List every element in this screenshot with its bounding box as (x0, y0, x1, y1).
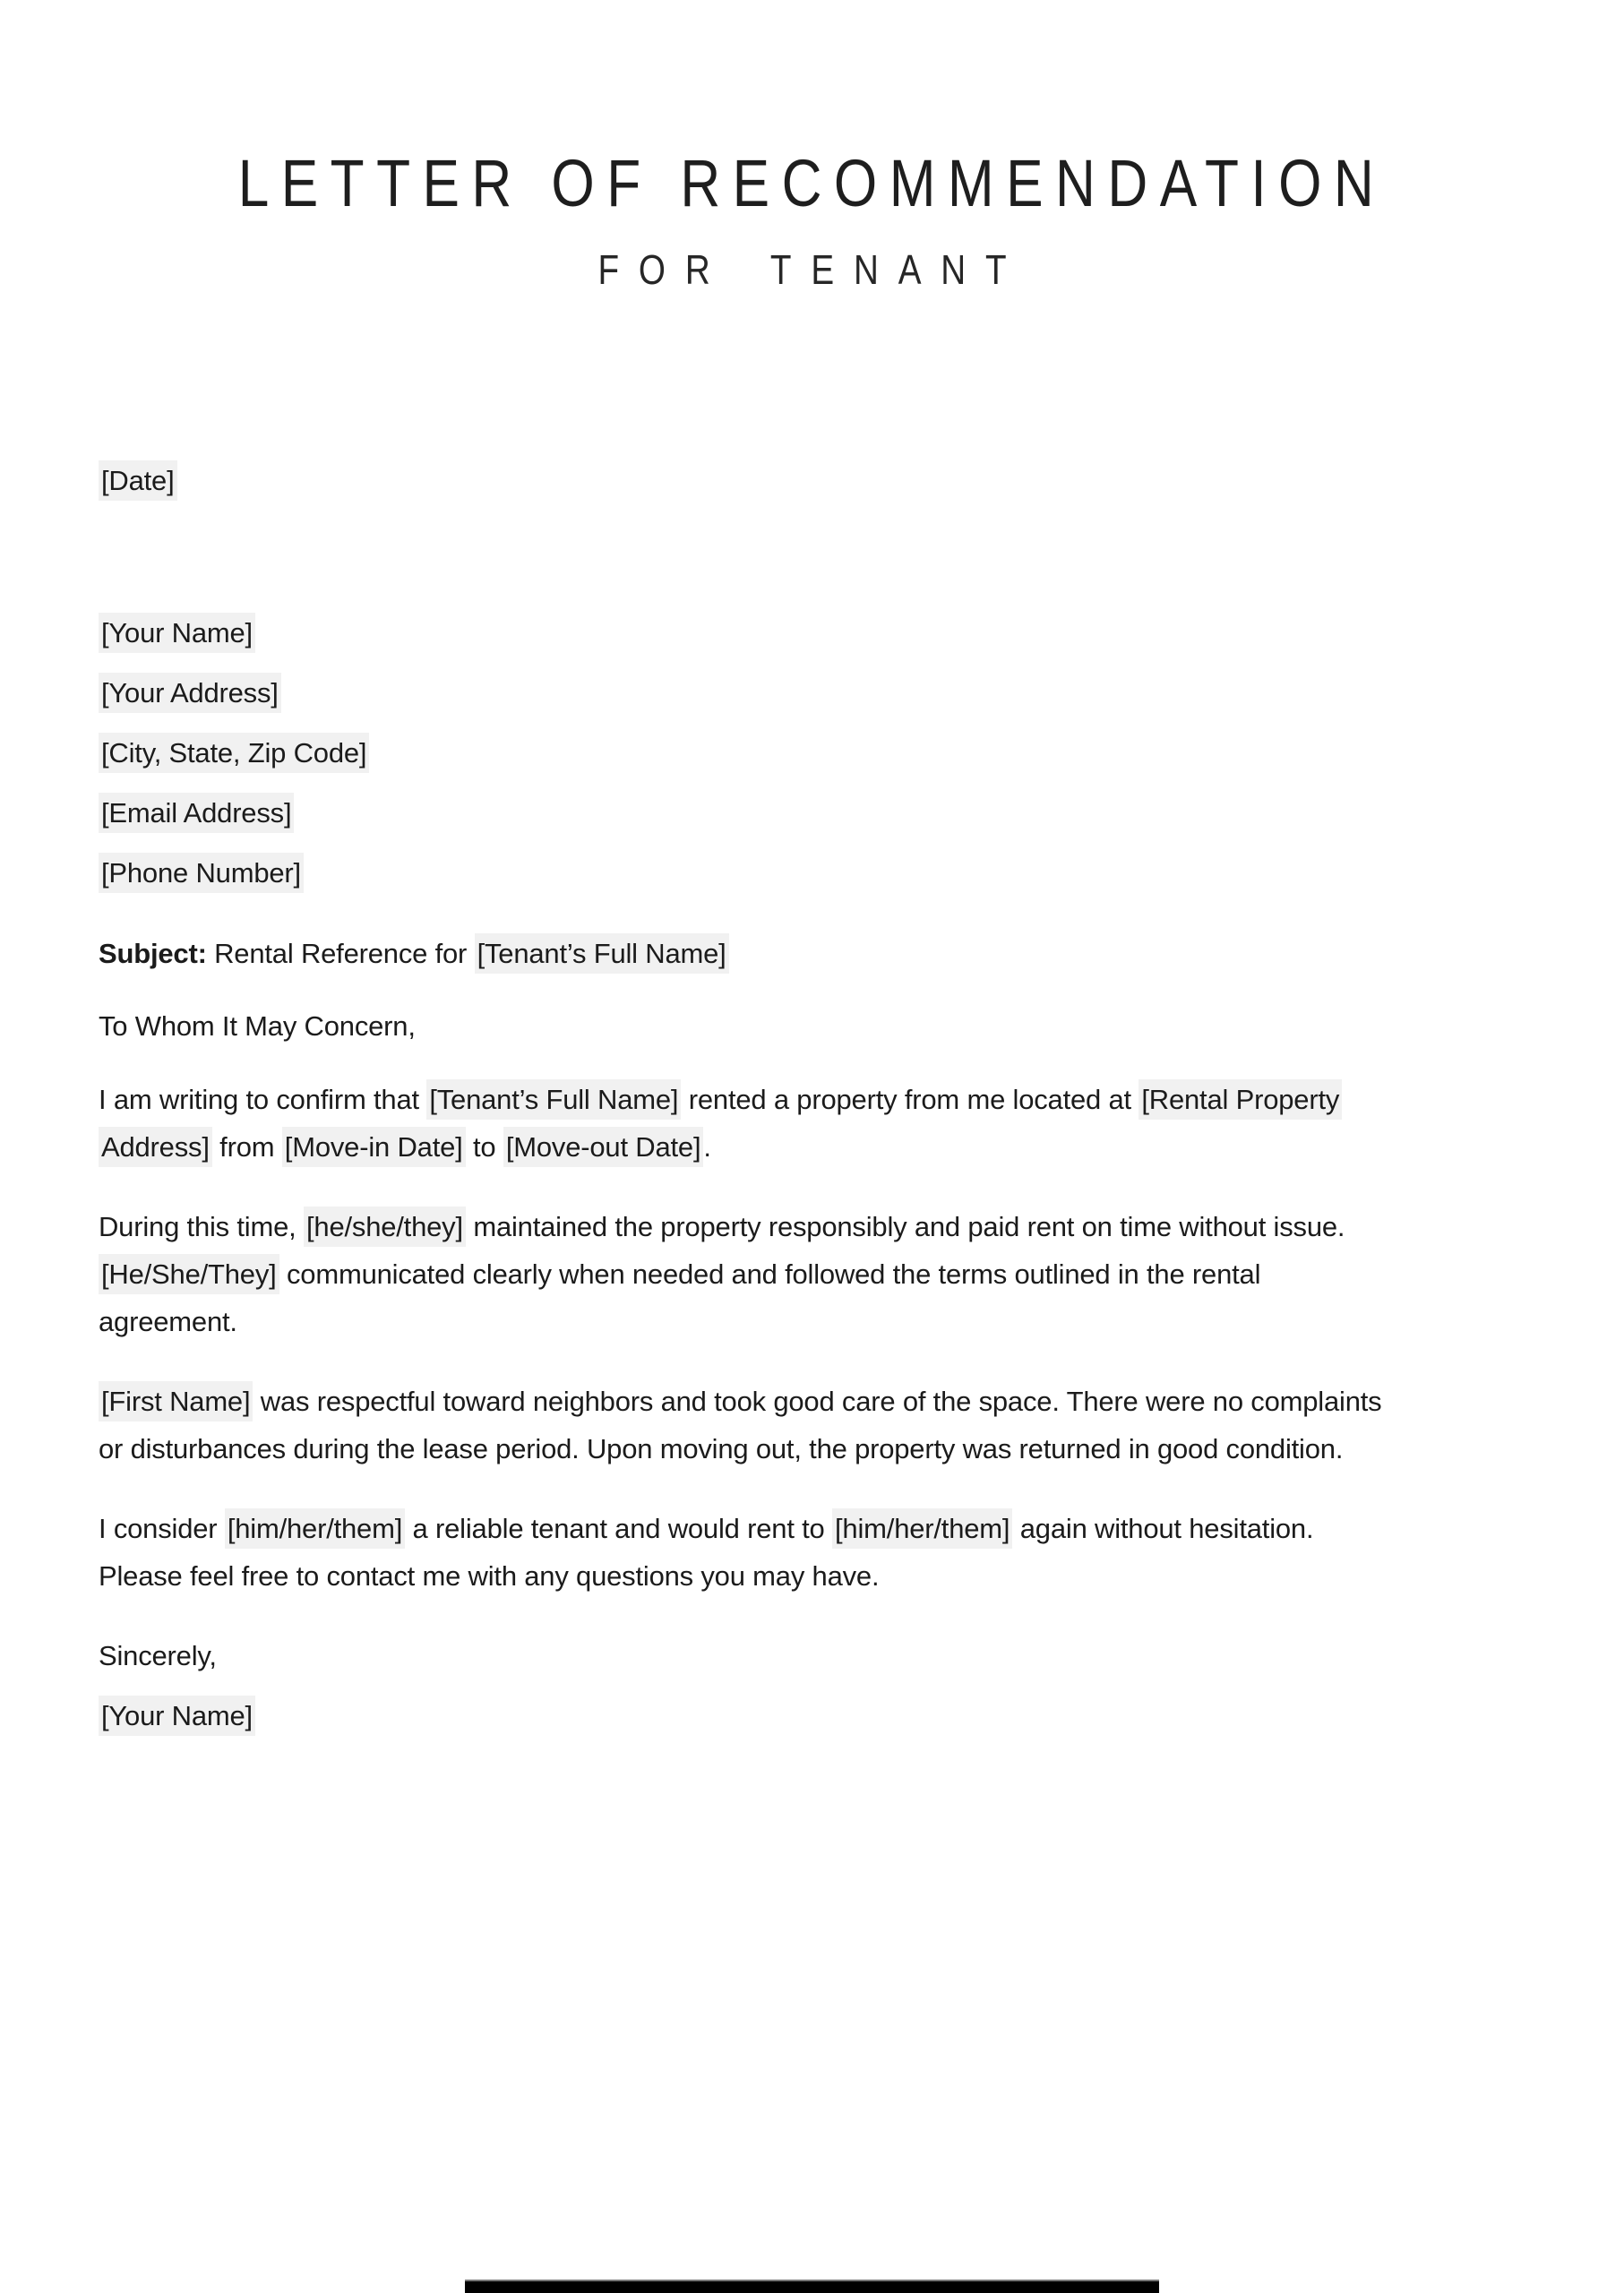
body-paragraph-2 (99, 1203, 1525, 1345)
placeholder-field[interactable]: [Move-in Date] (282, 1127, 466, 1167)
text-line (99, 1250, 1525, 1298)
text-run: rented a property from me located at (681, 1084, 1139, 1115)
text-line (99, 783, 1525, 843)
placeholder-field[interactable]: [Move-out Date] (503, 1127, 704, 1167)
text-line (99, 1203, 1525, 1250)
text-run: Please feel free to contact me with any questions you may have. (99, 1560, 880, 1592)
placeholder-field[interactable]: [him/her/them] (832, 1508, 1012, 1549)
sender-block (99, 603, 1525, 903)
body-paragraph-3 (99, 1378, 1525, 1473)
placeholder-field[interactable]: Address] (99, 1127, 212, 1167)
text-line (99, 1298, 1525, 1345)
text-line (99, 1002, 1525, 1050)
placeholder-field[interactable]: [Your Name] (99, 613, 255, 653)
placeholder-field[interactable]: [Your Address] (99, 673, 281, 713)
text-run: again without hesitation. (1012, 1513, 1314, 1544)
text-run: . (703, 1131, 711, 1163)
placeholder-field[interactable]: [he/she/they] (304, 1207, 466, 1247)
placeholder-field[interactable]: [him/her/them] (225, 1508, 405, 1549)
text-line (99, 1552, 1525, 1600)
body-paragraph-4 (99, 1505, 1525, 1600)
text-run: Subject: (99, 938, 207, 969)
text-line (99, 1123, 1525, 1171)
text-line (99, 930, 1525, 977)
letter-body (0, 457, 1624, 1739)
body-paragraph-1 (99, 1076, 1525, 1171)
text-line (99, 457, 1525, 504)
closing-line (99, 1632, 1525, 1679)
subject-line (99, 930, 1525, 977)
text-line (99, 1692, 1525, 1739)
text-run: communicated clearly when needed and followed the terms outlined in the rental (279, 1258, 1261, 1290)
text-run: Sincerely, (99, 1640, 217, 1671)
text-run: Rental Reference for (206, 938, 475, 969)
date-line (99, 457, 1525, 504)
text-run: I am writing to confirm that (99, 1084, 427, 1115)
placeholder-field[interactable]: [Email Address] (99, 793, 294, 833)
placeholder-field[interactable]: [Tenant’s Full Name] (426, 1079, 681, 1120)
text-run: I consider (99, 1513, 225, 1544)
placeholder-field[interactable]: [Tenant’s Full Name] (475, 933, 729, 974)
letter-header (130, 146, 1494, 293)
text-run: was respectful toward neighbors and took good care of the space. There were no complaints (253, 1386, 1382, 1417)
text-line (99, 843, 1525, 903)
text-run: To Whom It May Concern, (99, 1010, 416, 1042)
text-run: or disturbances during the lease period. Upon moving out, the property was returned in good condition. (99, 1433, 1344, 1464)
text-line (99, 1378, 1525, 1425)
placeholder-field[interactable]: [He/She/They] (99, 1254, 279, 1294)
text-line (99, 663, 1525, 723)
text-line (99, 1505, 1525, 1552)
placeholder-field[interactable]: [Your Name] (99, 1696, 255, 1736)
text-run: a reliable tenant and would rent to (405, 1513, 833, 1544)
text-run: During this time, (99, 1211, 304, 1242)
text-line (99, 723, 1525, 783)
text-run: maintained the property responsibly and paid rent on time without issue. (465, 1211, 1345, 1242)
text-run: agreement. (99, 1306, 237, 1337)
placeholder-field[interactable]: [First Name] (99, 1381, 253, 1421)
letter-subtitle: FOR TENANT (597, 246, 1027, 293)
letter-title: LETTER OF RECOMMENDATION (237, 146, 1387, 220)
text-line (99, 603, 1525, 663)
text-line (99, 1632, 1525, 1679)
placeholder-field[interactable]: [Phone Number] (99, 853, 304, 893)
signature-line (99, 1692, 1525, 1739)
text-line (99, 1425, 1525, 1473)
placeholder-field[interactable]: [City, State, Zip Code] (99, 733, 369, 773)
text-run: to (465, 1131, 503, 1163)
salutation-line (99, 1002, 1525, 1050)
text-line (99, 1076, 1525, 1123)
placeholder-field[interactable]: [Date] (99, 460, 177, 501)
placeholder-field[interactable]: [Rental Property (1139, 1079, 1342, 1120)
text-run: from (211, 1131, 282, 1163)
footer-bar (465, 2280, 1159, 2293)
